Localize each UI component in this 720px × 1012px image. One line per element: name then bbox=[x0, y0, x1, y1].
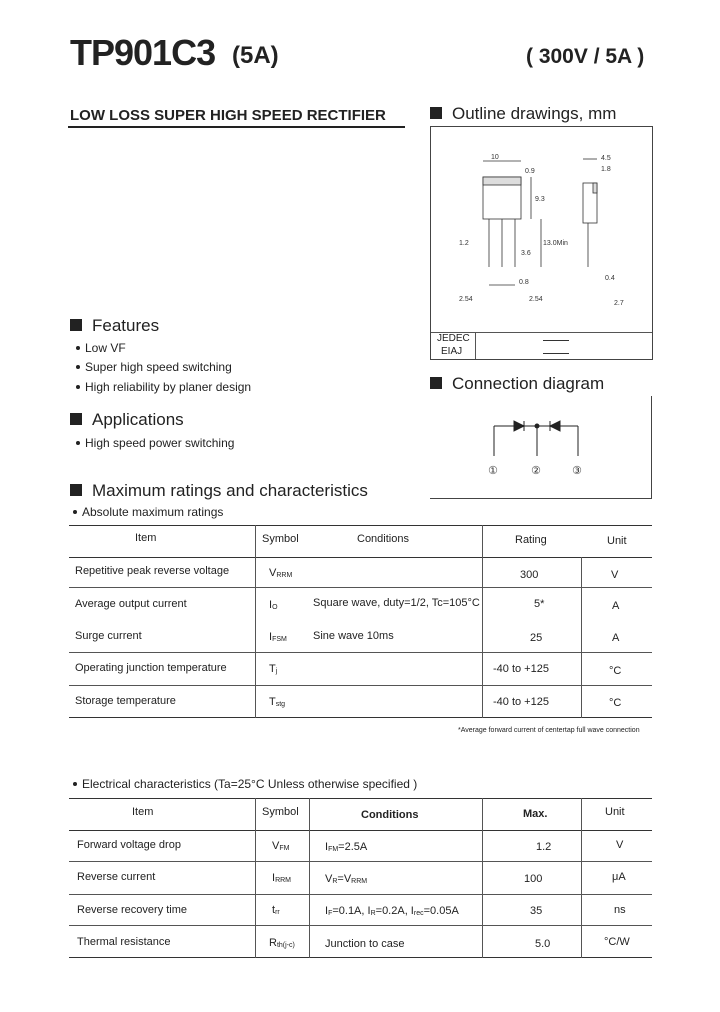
col-unit: Unit bbox=[607, 535, 627, 547]
row-unit: °C bbox=[609, 665, 622, 677]
table-col-rule bbox=[255, 525, 256, 718]
diode-2-symbol bbox=[550, 421, 560, 431]
row-max: 1.2 bbox=[536, 841, 552, 853]
max-ratings-table bbox=[69, 525, 652, 718]
dim-label: 0.8 bbox=[519, 279, 529, 286]
electrical-heading-text: Electrical characteristics (Ta=25°C Unless otherwise specified ) bbox=[82, 777, 418, 791]
diode-1-symbol bbox=[514, 421, 524, 431]
bullet-icon bbox=[76, 346, 80, 350]
part-number: TP901C3 bbox=[70, 32, 216, 73]
dim-label: 1.2 bbox=[459, 240, 469, 247]
col-symbol: Symbol bbox=[262, 533, 299, 545]
col-conditions: Conditions bbox=[361, 809, 419, 821]
table-col-rule bbox=[309, 798, 310, 958]
dim-label: 9.3 bbox=[535, 196, 545, 203]
section-square-icon bbox=[70, 484, 82, 496]
section-square-icon bbox=[430, 377, 442, 389]
row-item: Reverse recovery time bbox=[77, 904, 188, 916]
row-symbol: $I_O$ bbox=[269, 599, 278, 611]
jedec-vdivider bbox=[475, 332, 476, 359]
page-subtitle: LOW LOSS SUPER HIGH SPEED RECTIFIER bbox=[70, 107, 386, 124]
section-square-icon bbox=[430, 107, 442, 119]
center-node bbox=[535, 424, 539, 428]
row-max: 35 bbox=[530, 905, 543, 917]
eiaj-value-dash bbox=[543, 353, 569, 354]
abs-max-subheading-text: Absolute maximum ratings bbox=[82, 505, 224, 519]
outline-heading bbox=[430, 104, 616, 124]
jedec-value-dash bbox=[543, 340, 569, 341]
electrical-heading bbox=[73, 777, 417, 791]
connection-heading-text: Connection diagram bbox=[452, 374, 605, 393]
table-col-rule bbox=[255, 798, 256, 958]
row-item: Repetitive peak reverse voltage bbox=[75, 565, 230, 577]
current-suffix: (5A) bbox=[232, 42, 279, 69]
dim-label: 0.9 bbox=[525, 168, 535, 175]
bullet-icon bbox=[73, 510, 77, 514]
table-col-rule bbox=[482, 798, 483, 958]
table-rule-header bbox=[69, 830, 652, 831]
row-symbol: $V_{RRM}$ bbox=[269, 567, 293, 579]
table-rule bbox=[69, 652, 652, 653]
row-item: Average output current bbox=[75, 598, 187, 610]
max-ratings-heading bbox=[70, 481, 368, 501]
feature-text: High reliability by planer design bbox=[85, 380, 252, 394]
row-symbol: $I_{FSM}$ bbox=[269, 631, 287, 643]
table-col-rule bbox=[581, 557, 582, 718]
row-symbol: $T_{stg}$ bbox=[269, 696, 286, 708]
table-rule bbox=[69, 925, 652, 926]
bullet-icon bbox=[76, 365, 80, 369]
features-heading bbox=[70, 316, 159, 336]
col-item: Item bbox=[132, 806, 154, 818]
row-unit: °C/W bbox=[604, 936, 630, 948]
row-conditions: $I_{FM}=2.5A$ bbox=[325, 841, 368, 853]
feature-item bbox=[76, 380, 251, 394]
bullet-icon bbox=[76, 385, 80, 389]
table-rule bbox=[69, 861, 652, 862]
row-conditions: Junction to case bbox=[325, 938, 405, 950]
applications-heading bbox=[70, 410, 184, 430]
row-max: 5.0 bbox=[535, 938, 551, 950]
dim-label: 0.4 bbox=[605, 275, 615, 282]
row-unit: V bbox=[611, 569, 619, 581]
row-conditions: $I_F=0.1A$, $I_R=0.2A$, $I_{rec}=0.05A$ bbox=[325, 905, 459, 917]
row-item: Operating junction temperature bbox=[75, 662, 227, 674]
dim-label: 13.0Min bbox=[543, 240, 568, 247]
row-item: Storage temperature bbox=[75, 695, 176, 707]
table-rule-bottom bbox=[69, 717, 652, 718]
pin-1-label: ① bbox=[488, 464, 498, 477]
rating-summary: ( 300V / 5A ) bbox=[526, 45, 645, 68]
dim-label: 2.54 bbox=[529, 296, 543, 303]
row-unit: A bbox=[612, 600, 620, 612]
table-rule-top bbox=[69, 798, 652, 799]
jedec-label: JEDEC bbox=[437, 333, 470, 344]
table-rule bbox=[69, 685, 652, 686]
connection-heading bbox=[430, 374, 604, 394]
row-rating: 25 bbox=[530, 632, 543, 644]
row-conditions: Square wave, duty=1/2, Tc=105°C bbox=[313, 597, 480, 609]
row-unit: °C bbox=[609, 697, 622, 709]
row-symbol: $t_{rr}$ bbox=[272, 904, 280, 916]
row-conditions: $V_R=V_{RRM}$ bbox=[325, 873, 368, 885]
feature-item bbox=[76, 360, 232, 374]
row-symbol: $I_{RRM}$ bbox=[272, 872, 292, 884]
row-item: Reverse current bbox=[77, 871, 156, 883]
package-tab bbox=[483, 177, 521, 185]
dim-label: 4.5 bbox=[601, 155, 611, 162]
feature-item bbox=[76, 341, 126, 355]
feature-text: Low VF bbox=[85, 341, 126, 355]
col-max: Max. bbox=[523, 808, 548, 820]
max-ratings-heading-text: Maximum ratings and characteristics bbox=[92, 481, 368, 500]
subtitle-rule bbox=[68, 126, 405, 128]
electrical-table bbox=[69, 798, 652, 958]
row-item: Thermal resistance bbox=[77, 936, 171, 948]
row-symbol: $V_{FM}$ bbox=[272, 840, 290, 852]
row-max: 100 bbox=[524, 873, 543, 885]
pin-3-label: ③ bbox=[572, 464, 582, 477]
abs-max-subheading bbox=[73, 505, 223, 519]
col-rating: Rating bbox=[515, 534, 547, 546]
row-unit: ns bbox=[614, 904, 626, 916]
ratings-footnote: *Average forward current of centertap full wave connection bbox=[458, 727, 640, 734]
col-conditions: Conditions bbox=[357, 533, 409, 545]
dim-label: 1.8 bbox=[601, 166, 611, 173]
row-item: Surge current bbox=[75, 630, 142, 642]
row-item: Forward voltage drop bbox=[77, 839, 181, 851]
applications-heading-text: Applications bbox=[92, 410, 184, 429]
dim-label: 3.6 bbox=[521, 250, 531, 257]
row-rating: 5* bbox=[534, 598, 545, 610]
application-item bbox=[76, 436, 234, 450]
row-rating: 300 bbox=[520, 569, 539, 581]
table-rule-bottom bbox=[69, 957, 652, 958]
outline-drawing-box bbox=[430, 126, 653, 360]
connection-diagram-svg bbox=[430, 396, 651, 498]
row-symbol: $R_{th(j-c)}$ bbox=[269, 937, 295, 949]
row-symbol: $T_j$ bbox=[269, 663, 278, 675]
dim-label: 10 bbox=[491, 154, 499, 161]
col-symbol: Symbol bbox=[262, 806, 299, 818]
connection-diagram-box bbox=[430, 396, 652, 499]
row-unit: V bbox=[616, 839, 624, 851]
outline-heading-text: Outline drawings, mm bbox=[452, 104, 617, 123]
pin-2-label: ② bbox=[531, 464, 541, 477]
table-rule-header bbox=[69, 557, 652, 558]
dim-label: 2.54 bbox=[459, 296, 473, 303]
package-side-tab bbox=[593, 183, 597, 193]
col-item: Item bbox=[135, 532, 157, 544]
table-rule bbox=[69, 894, 652, 895]
row-conditions: Sine wave 10ms bbox=[313, 630, 394, 642]
table-rule-top bbox=[69, 525, 652, 526]
application-text: High speed power switching bbox=[85, 436, 235, 450]
col-unit: Unit bbox=[605, 806, 625, 818]
eiaj-label: EIAJ bbox=[441, 346, 463, 357]
bullet-icon bbox=[73, 782, 77, 786]
features-heading-text: Features bbox=[92, 316, 160, 335]
feature-text: Super high speed switching bbox=[85, 360, 232, 374]
dim-label: 2.7 bbox=[614, 300, 624, 307]
table-col-rule bbox=[482, 525, 483, 718]
row-unit: μA bbox=[612, 871, 626, 883]
outline-drawing-svg bbox=[431, 127, 652, 332]
row-unit: A bbox=[612, 632, 620, 644]
bullet-icon bbox=[76, 441, 80, 445]
table-col-rule bbox=[581, 798, 582, 958]
section-square-icon bbox=[70, 319, 82, 331]
section-square-icon bbox=[70, 413, 82, 425]
table-rule bbox=[69, 587, 652, 588]
row-rating: -40 to +125 bbox=[493, 696, 549, 708]
row-rating: -40 to +125 bbox=[493, 663, 549, 675]
